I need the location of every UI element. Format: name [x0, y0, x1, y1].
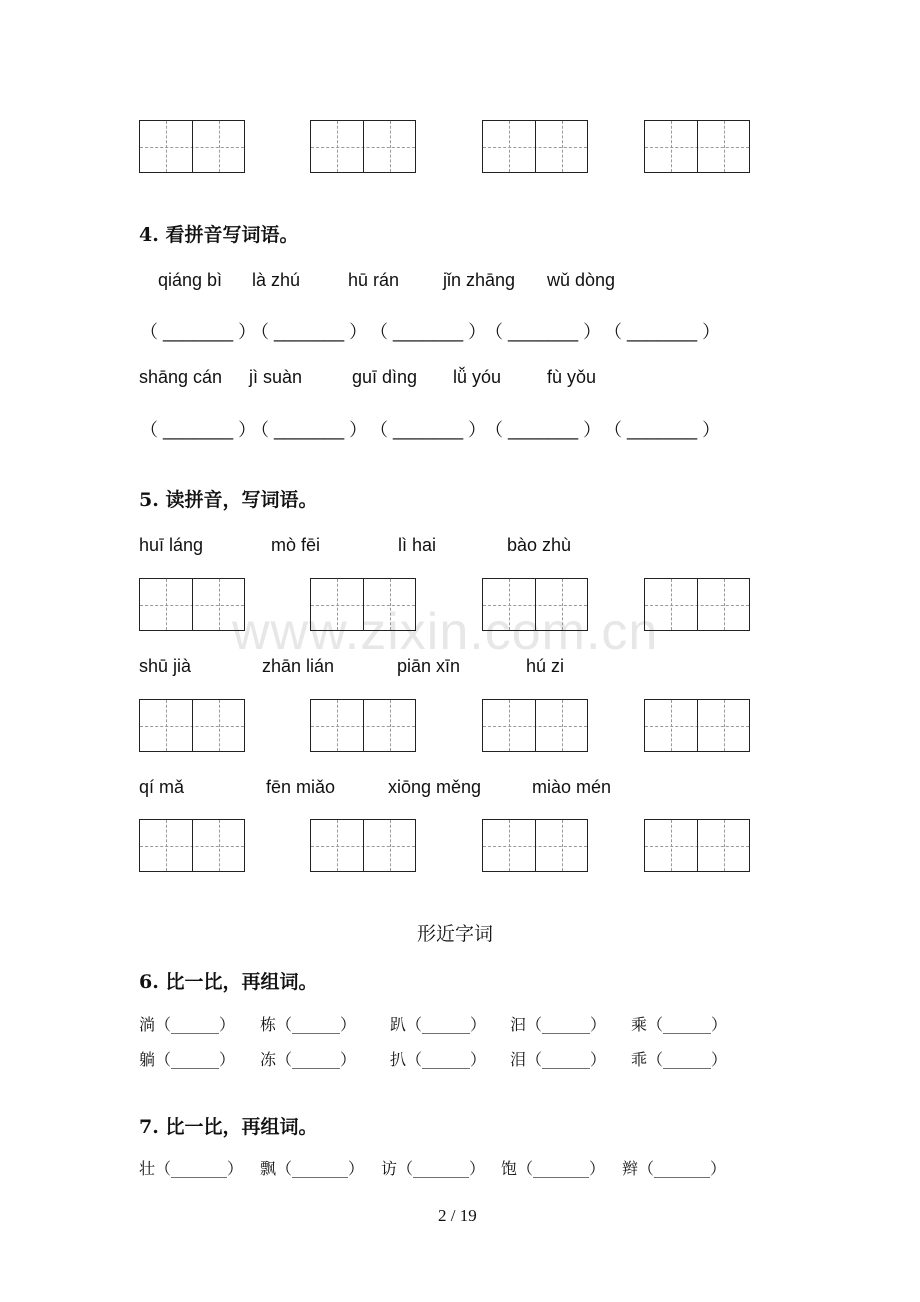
section-title: 形近字词: [417, 923, 494, 945]
q5-pinyin: hú zi: [526, 656, 565, 676]
q4-heading: 4. 看拼音写词语。: [139, 224, 299, 246]
answer-blank[interactable]: （ _______ ）: [604, 322, 721, 342]
q4-pinyin: jǐn zhāng: [443, 270, 516, 290]
q7-heading: 7. 比一比，再组词。: [139, 1116, 318, 1138]
writing-box[interactable]: [644, 120, 750, 173]
q5-pinyin: zhān lián: [262, 656, 335, 676]
q4-pinyin: lǚ yóu: [453, 367, 502, 387]
answer-blank[interactable]: （ _______ ）: [140, 322, 257, 342]
q5-pinyin: mò fēi: [271, 535, 321, 555]
answer-blank[interactable]: （ _______ ）: [140, 420, 257, 440]
q4-pinyin: jì suàn: [249, 367, 303, 387]
writing-box[interactable]: [139, 819, 245, 872]
q5-heading: 5. 读拼音，写词语。: [139, 489, 318, 511]
writing-box[interactable]: [482, 699, 588, 752]
writing-box[interactable]: [139, 699, 245, 752]
q4-pinyin: fù yǒu: [547, 367, 597, 387]
compare-item[interactable]: 扒（______）: [390, 1050, 487, 1069]
writing-box[interactable]: [644, 699, 750, 752]
q6-heading: 6. 比一比，再组词。: [139, 971, 318, 993]
writing-box[interactable]: [310, 120, 416, 173]
q5-pinyin: qí mǎ: [139, 777, 185, 797]
q4-pinyin: shāng cán: [139, 367, 223, 387]
q5-pinyin: lì hai: [398, 535, 437, 555]
compare-item[interactable]: 飘（_______）: [260, 1159, 365, 1178]
compare-item[interactable]: 冻（______）: [260, 1050, 357, 1069]
writing-box[interactable]: [139, 120, 245, 173]
q5-pinyin: huī láng: [139, 535, 204, 555]
q4-pinyin: wǔ dòng: [547, 270, 616, 290]
q5-pinyin: miào mén: [532, 777, 612, 797]
answer-blank[interactable]: （ _______ ）: [485, 322, 602, 342]
q4-pinyin: guī dìng: [352, 367, 418, 387]
q4-pinyin: qiáng bì: [158, 270, 223, 290]
answer-blank[interactable]: （ _______ ）: [370, 322, 487, 342]
q4-pinyin: hū rán: [348, 270, 400, 290]
compare-item[interactable]: 饱（_______）: [501, 1159, 606, 1178]
writing-box[interactable]: [644, 578, 750, 631]
answer-blank[interactable]: （ _______ ）: [485, 420, 602, 440]
writing-box[interactable]: [482, 578, 588, 631]
q5-pinyin: bào zhù: [507, 535, 572, 555]
compare-item[interactable]: 躺（______）: [139, 1050, 236, 1069]
compare-item[interactable]: 壮（_______）: [139, 1159, 244, 1178]
writing-box[interactable]: [644, 819, 750, 872]
compare-item[interactable]: 趴（______）: [390, 1015, 487, 1034]
answer-blank[interactable]: （ _______ ）: [370, 420, 487, 440]
writing-box[interactable]: [310, 819, 416, 872]
page-number: 2 / 19: [438, 1206, 477, 1225]
q5-pinyin: xiōng měng: [388, 777, 482, 797]
writing-box[interactable]: [310, 699, 416, 752]
compare-item[interactable]: 汩（______）: [510, 1015, 607, 1034]
writing-box[interactable]: [139, 578, 245, 631]
writing-box[interactable]: [310, 578, 416, 631]
compare-item[interactable]: 泪（______）: [510, 1050, 607, 1069]
writing-box[interactable]: [482, 120, 588, 173]
q5-pinyin: fēn miǎo: [266, 777, 336, 797]
compare-item[interactable]: 辫（_______）: [622, 1159, 727, 1178]
q5-pinyin: shū jià: [139, 656, 192, 676]
compare-item[interactable]: 乖（______）: [631, 1050, 728, 1069]
compare-item[interactable]: 淌（______）: [139, 1015, 236, 1034]
compare-item[interactable]: 访（_______）: [381, 1159, 486, 1178]
compare-item[interactable]: 栋（______）: [260, 1015, 357, 1034]
answer-blank[interactable]: （ _______ ）: [251, 420, 368, 440]
q4-pinyin: là zhú: [252, 270, 301, 290]
writing-box[interactable]: [482, 819, 588, 872]
answer-blank[interactable]: （ _______ ）: [251, 322, 368, 342]
q5-pinyin: piān xīn: [397, 656, 461, 676]
compare-item[interactable]: 乘（______）: [631, 1015, 728, 1034]
watermark: www.zixin.com.cn: [232, 603, 659, 661]
answer-blank[interactable]: （ _______ ）: [604, 420, 721, 440]
